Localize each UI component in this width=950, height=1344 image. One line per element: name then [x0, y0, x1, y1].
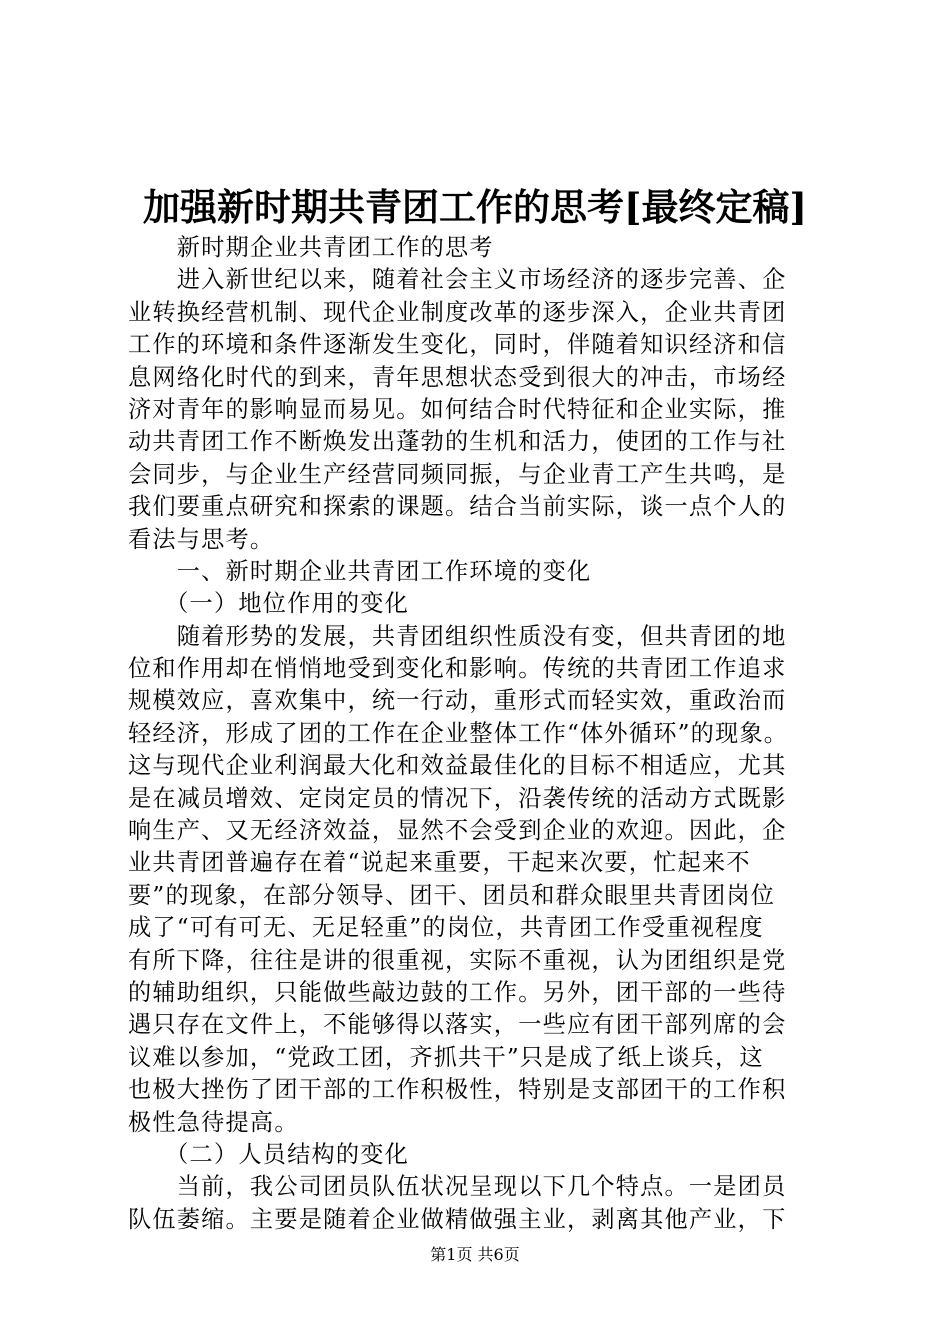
body-line: 当前，我公司团员队伍状况呈现以下几个特点。一是团员 [128, 1173, 787, 1201]
body-line: 进入新世纪以来，随着社会主义市场经济的逐步完善、企 [128, 266, 787, 294]
body-line: 新时期企业共青团工作的思考 [128, 234, 494, 261]
document-body [128, 232, 848, 1236]
body-line: 成了“可有可无、无足轻重”的岗位，共青团工作受重视程度 [128, 914, 764, 942]
body-line: 会同步，与企业生产经营同频同振，与企业青工产生共鸣，是 [128, 460, 787, 488]
body-line: 响生产、又无经济效益，显然不会受到企业的欢迎。因此，企 [128, 817, 787, 845]
body-line: 位和作用却在悄悄地受到变化和影响。传统的共青团工作追求 [128, 655, 787, 683]
body-line: 业转换经营机制、现代企业制度改革的逐步深入，企业共青团 [128, 298, 787, 326]
subsection-heading: （二）人员结构的变化 [128, 1140, 410, 1168]
body-line: 有所下降，往往是讲的很重视，实际不重视，认为团组织是党 [128, 946, 787, 974]
body-line: 要”的现象，在部分领导、团干、团员和群众眼里共青团岗位 [128, 881, 776, 909]
body-line: 我们要重点研究和探索的课题。结合当前实际，谈一点个人的 [128, 493, 787, 521]
body-line: 队伍萎缩。主要是随着企业做精做强主业，剥离其他产业，下 [128, 1205, 787, 1233]
body-line: 也极大挫伤了团干部的工作积极性，特别是支部团干的工作积 [128, 1076, 787, 1104]
body-line: 极性急待提高。 [128, 1108, 299, 1136]
body-line: 业共青团普遍存在着“说起来重要，干起来次要，忙起来不 [128, 849, 751, 877]
subsection-heading: （一）地位作用的变化 [128, 590, 410, 618]
body-line: 议难以参加，“党政工团，齐抓共干”只是成了纸上谈兵，这 [128, 1043, 764, 1071]
body-line: 是在减员增效、定岗定员的情况下，沿袭传统的活动方式既影 [128, 784, 787, 812]
body-line: 工作的环境和条件逐渐发生变化，同时，伴随着知识经济和信 [128, 331, 787, 359]
body-line: 遇只存在文件上，不能够得以落实，一些应有团干部列席的会 [128, 1011, 787, 1039]
body-line: 规模效应，喜欢集中，统一行动，重形式而轻实效，重政治而 [128, 687, 787, 715]
body-line: 息网络化时代的到来，青年思想状态受到很大的冲击，市场经 [128, 363, 787, 391]
body-line: 随着形势的发展，共青团组织性质没有变，但共青团的地 [128, 622, 787, 650]
body-line: 轻经济，形成了团的工作在企业整体工作“体外循环”的现象。 [128, 719, 789, 747]
body-line: 看法与思考。 [128, 525, 275, 553]
body-line: 动共青团工作不断焕发出蓬勃的生机和活力，使团的工作与社 [128, 428, 787, 456]
page-number-footer: 第1页 共6页 [430, 1245, 520, 1264]
body-line: 的辅助组织，只能做些敲边鼓的工作。另外，团干部的一些待 [128, 978, 787, 1006]
section-heading: 一、新时期企业共青团工作环境的变化 [128, 557, 592, 585]
body-line: 这与现代企业利润最大化和效益最佳化的目标不相适应，尤其 [128, 752, 787, 780]
body-line: 济对青年的影响显而易见。如何结合时代特征和企业实际，推 [128, 395, 787, 423]
document-title: 加强新时期共青团工作的思考[最终定稿] [142, 185, 807, 229]
